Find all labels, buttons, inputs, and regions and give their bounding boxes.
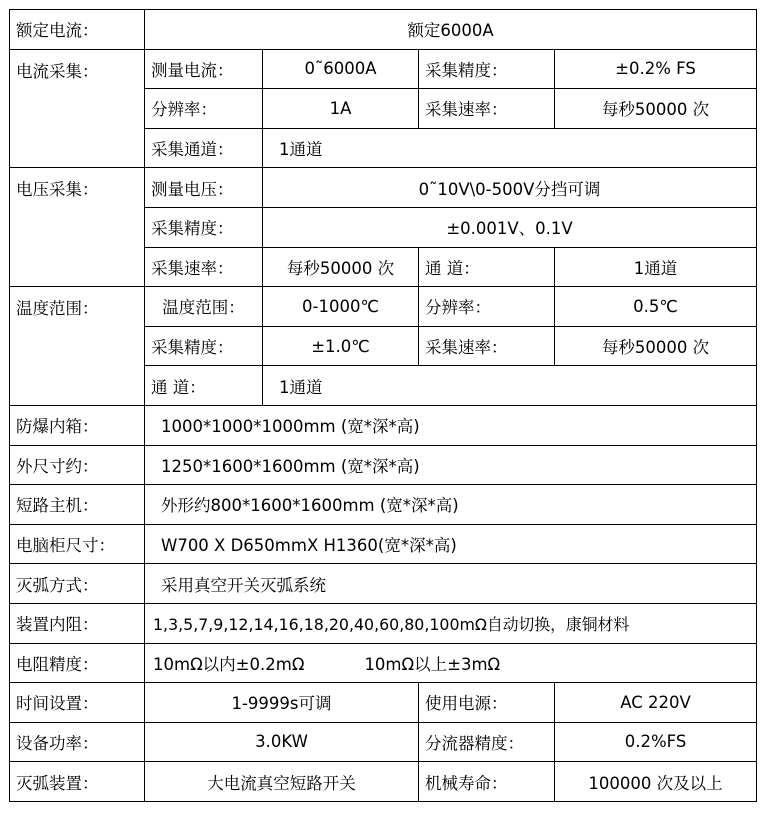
sub-value: 0.5℃	[555, 287, 757, 327]
sub-key: 采集速率：	[145, 247, 263, 287]
sub-key: 采集精度：	[419, 49, 555, 89]
table-row	[10, 564, 757, 604]
row-value	[145, 643, 757, 683]
sub-value: 100000 次及以上	[555, 762, 757, 802]
sub-value: 1通道	[263, 366, 757, 406]
table-row	[10, 485, 757, 525]
row-label: 灭弧方式：	[10, 564, 145, 604]
row-label: 额定电流：	[10, 10, 145, 50]
sub-value: 0-1000℃	[263, 287, 419, 327]
table-row	[10, 49, 757, 89]
row-label: 电压采集：	[10, 168, 145, 287]
table-row	[10, 722, 757, 762]
row-value: 1-9999s可调	[145, 683, 419, 723]
sub-key: 通 道：	[419, 247, 555, 287]
resistance-accuracy-low: 10mΩ以内±0.2mΩ	[153, 654, 305, 674]
row-value: 外形约800*1600*1600mm (宽*深*高)	[145, 485, 757, 525]
sub-key: 分辨率：	[145, 89, 263, 129]
sub-key: 分辨率：	[419, 287, 555, 327]
sub-key: 采集精度：	[145, 326, 263, 366]
row-label: 时间设置：	[10, 683, 145, 723]
table-row	[10, 683, 757, 723]
sub-key: 通 道：	[145, 366, 263, 406]
table-row	[10, 603, 757, 643]
sub-value: 1A	[263, 89, 419, 129]
table-row	[10, 643, 757, 683]
sub-key: 机械寿命：	[419, 762, 555, 802]
row-value: 大电流真空短路开关	[145, 762, 419, 802]
table-row	[10, 10, 757, 50]
sub-value: 每秒50000 次	[263, 247, 419, 287]
sub-value: 1通道	[263, 128, 757, 168]
sub-value: 1通道	[555, 247, 757, 287]
row-value: 3.0KW	[145, 722, 419, 762]
sub-value: ±1.0℃	[263, 326, 419, 366]
table-row	[10, 445, 757, 485]
row-value: 1250*1600*1600mm (宽*深*高)	[145, 445, 757, 485]
row-value: 1,3,5,7,9,12,14,16,18,20,40,60,80,100mΩ自动切换，康铜材料	[145, 603, 757, 643]
table-row	[10, 287, 757, 327]
sub-key: 采集速率：	[419, 89, 555, 129]
sub-key: 温度范围：	[145, 287, 263, 327]
resistance-accuracy-high: 10mΩ以上±3mΩ	[364, 654, 501, 674]
table-row	[10, 405, 757, 445]
sub-value: ±0.001V、0.1V	[263, 207, 757, 247]
sub-value: AC 220V	[555, 683, 757, 723]
sub-key: 分流器精度：	[419, 722, 555, 762]
row-label: 电阻精度：	[10, 643, 145, 683]
row-label: 短路主机：	[10, 485, 145, 525]
spec-table	[9, 9, 757, 802]
row-value: 采用真空开关灭弧系统	[145, 564, 757, 604]
sub-value: 0˜10V\0-500V分挡可调	[263, 168, 757, 208]
table-row	[10, 168, 757, 208]
sub-key: 采集通道：	[145, 128, 263, 168]
row-label: 灭弧装置：	[10, 762, 145, 802]
row-label: 防爆内箱：	[10, 405, 145, 445]
row-label: 电脑柜尺寸：	[10, 524, 145, 564]
sub-key: 使用电源：	[419, 683, 555, 723]
row-value: W700 X D650mmX H1360(宽*深*高)	[145, 524, 757, 564]
row-label: 温度范围：	[10, 287, 145, 406]
sub-value: 0.2%FS	[555, 722, 757, 762]
row-label: 装置内阻：	[10, 603, 145, 643]
sub-value: ±0.2% FS	[555, 49, 757, 89]
sub-key: 测量电流：	[145, 49, 263, 89]
row-value: 额定6000A	[145, 10, 757, 50]
row-label: 电流采集：	[10, 49, 145, 168]
table-row	[10, 762, 757, 802]
table-row	[10, 524, 757, 564]
sub-key: 测量电压：	[145, 168, 263, 208]
sub-key: 采集精度：	[145, 207, 263, 247]
row-value: 1000*1000*1000mm (宽*深*高)	[145, 405, 757, 445]
row-label: 设备功率：	[10, 722, 145, 762]
row-label: 外尺寸约：	[10, 445, 145, 485]
sub-key: 采集速率：	[419, 326, 555, 366]
sub-value: 每秒50000 次	[555, 326, 757, 366]
sub-value: 0˜6000A	[263, 49, 419, 89]
sub-value: 每秒50000 次	[555, 89, 757, 129]
